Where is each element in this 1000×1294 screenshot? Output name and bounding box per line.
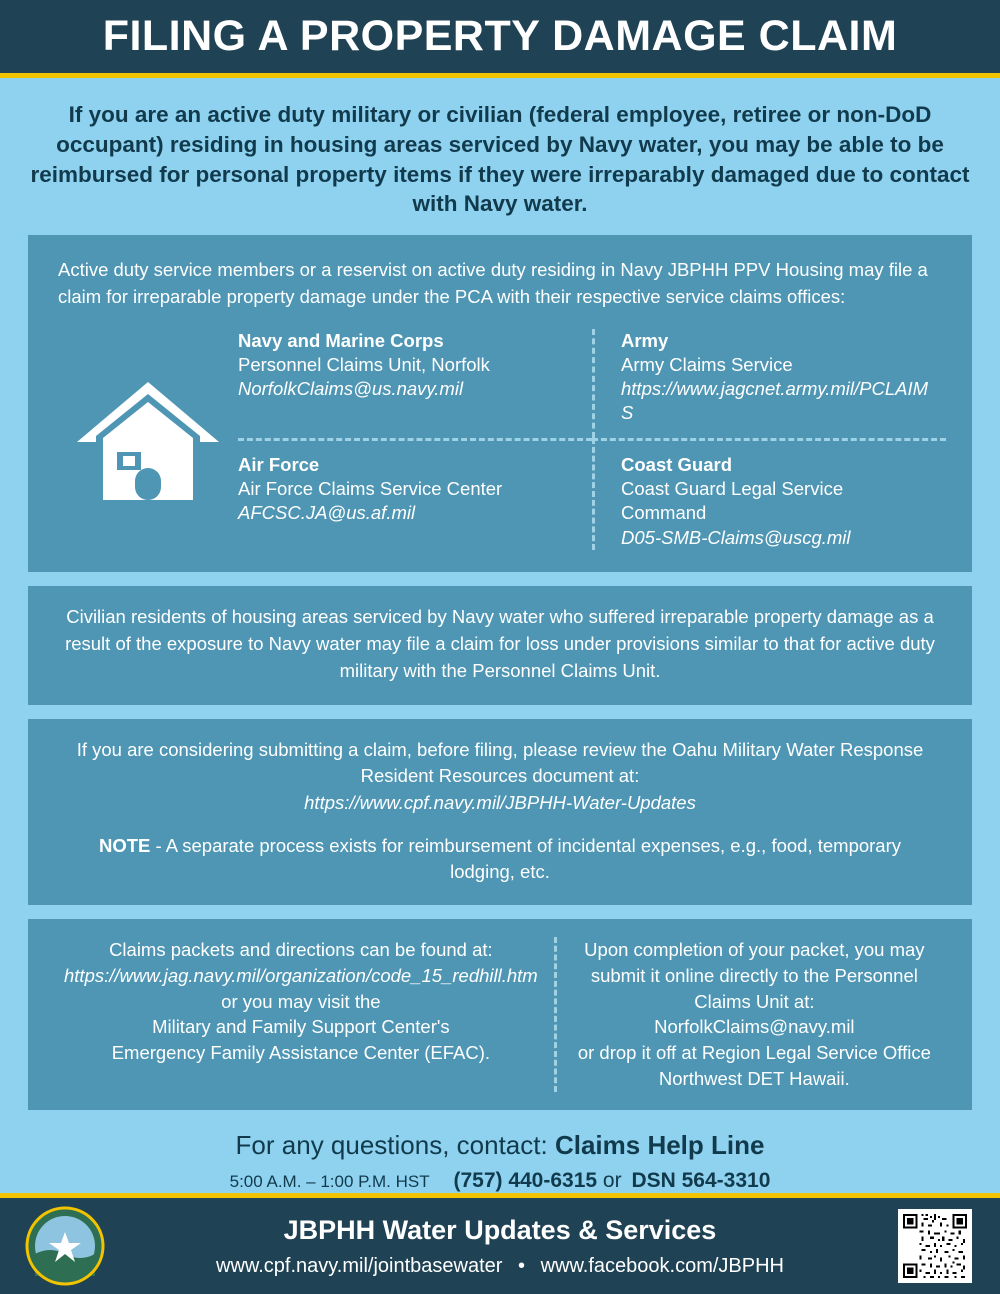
civilian-text: Civilian residents of housing areas serviced by Navy water who suffered irreparable property damage as a result of the exposure to Navy water may file a claim for loss under provisions similar to that for active duty military with the Personnel Claims Unit. xyxy=(65,606,935,681)
contact-hours: 5:00 A.M. – 1:00 P.M. HST xyxy=(229,1172,430,1192)
contact-name: Claims Help Line xyxy=(554,1130,765,1161)
submit-email[interactable]: NorfolkClaims@navy.mil xyxy=(654,1016,855,1038)
submit-line1: Upon completion of your packet, you may submit it online directly to the Personnel Claims Unit at: xyxy=(584,938,925,1012)
office-title: Air Force xyxy=(238,453,320,475)
note-text: - A separate process exists for reimbursement of incidental expenses, e.g., food, temporary lodging, etc. xyxy=(155,834,902,882)
contact-line xyxy=(20,1128,980,1163)
office-contact[interactable]: D05-SMB-Claims@uscg.mil xyxy=(621,526,851,548)
contact-phone[interactable]: (757) 440-6315 xyxy=(453,1169,598,1193)
office-contact[interactable]: NorfolkClaims@us.navy.mil xyxy=(238,378,464,399)
claims-body xyxy=(58,329,946,551)
office-line: Coast Guard Legal Service Command xyxy=(621,477,844,524)
header-banner xyxy=(0,0,1000,78)
submit-line2: or drop it off at Region Legal Service Office Northwest DET Hawaii. xyxy=(577,1042,931,1090)
office-line: Army Claims Service xyxy=(621,353,793,375)
packets-line3: Military and Family Support Center's xyxy=(152,1016,450,1038)
packets-left-column xyxy=(48,937,554,1092)
office-title: Army xyxy=(621,329,669,351)
contact-prefix: For any questions, contact: xyxy=(235,1130,548,1161)
footer-link-web[interactable]: www.cpf.navy.mil/jointbasewater xyxy=(216,1255,503,1278)
contact-block xyxy=(0,1124,1000,1193)
active-duty-claims-panel xyxy=(28,235,972,572)
office-line: Personnel Claims Unit, Norfolk xyxy=(238,353,490,375)
office-title: Navy and Marine Corps xyxy=(238,329,444,351)
house-icon xyxy=(58,364,238,514)
footer-banner xyxy=(0,1193,1000,1294)
packets-line4: Emergency Family Assistance Center (EFAC). xyxy=(111,1042,491,1064)
packets-link[interactable]: https://www.jag.navy.mil/organization/code_15_redhill.htm xyxy=(64,964,538,986)
office-contact[interactable]: https://www.jagcnet.army.mil/PCLAIMS xyxy=(621,378,929,424)
review-text: If you are considering submitting a claim, before filing, please review the Oahu Military Water Response Resident Resources document at: xyxy=(76,738,924,787)
claims-offices-grid xyxy=(238,329,946,551)
office-line: Air Force Claims Service Center xyxy=(238,477,503,499)
intro-paragraph: If you are an active duty military or civilian (federal employee, retiree or non-DoD occupant) residing in housing areas serviced by Navy water, you may be able to be reimbursed for personal property items if they were irreparably damaged due to contact with Navy water. xyxy=(30,102,970,217)
office-title: Coast Guard xyxy=(621,453,733,475)
office-air-force xyxy=(238,438,592,550)
note-label: NOTE xyxy=(98,834,151,856)
jbphh-seal-icon xyxy=(22,1206,108,1286)
contact-dsn[interactable]: DSN 564-3310 xyxy=(631,1169,771,1193)
footer-title: JBPHH Water Updates & Services xyxy=(283,1214,717,1245)
review-resources-panel xyxy=(28,719,972,905)
footer-separator: • xyxy=(517,1255,525,1278)
footer-text xyxy=(108,1214,892,1278)
packets-right-column xyxy=(554,937,952,1092)
note-block xyxy=(68,833,932,885)
office-navy-marine xyxy=(238,329,592,438)
office-coast-guard xyxy=(592,438,946,550)
contact-or: or xyxy=(602,1169,622,1193)
review-link[interactable]: https://www.cpf.navy.mil/JBPHH-Water-Updates xyxy=(304,792,696,814)
office-contact[interactable]: AFCSC.JA@us.af.mil xyxy=(238,502,416,524)
page-title: FILING A PROPERTY DAMAGE CLAIM xyxy=(102,12,898,61)
claims-lead-text: Active duty service members or a reservist on active duty residing in Navy JBPHH PPV Housing may file a claim for irreparable property damage under the PCA with their respective service claims offices: xyxy=(58,258,928,307)
office-army xyxy=(592,329,946,438)
footer-links xyxy=(108,1255,892,1278)
packets-line2: or you may visit the xyxy=(221,990,381,1012)
claims-packets-panel xyxy=(28,919,972,1110)
civilian-residents-panel xyxy=(28,586,972,704)
footer-link-facebook[interactable]: www.facebook.com/JBPHH xyxy=(540,1255,784,1278)
packets-line1: Claims packets and directions can be found at: xyxy=(109,938,493,960)
contact-details xyxy=(20,1169,980,1193)
qr-code-icon[interactable] xyxy=(892,1209,978,1283)
